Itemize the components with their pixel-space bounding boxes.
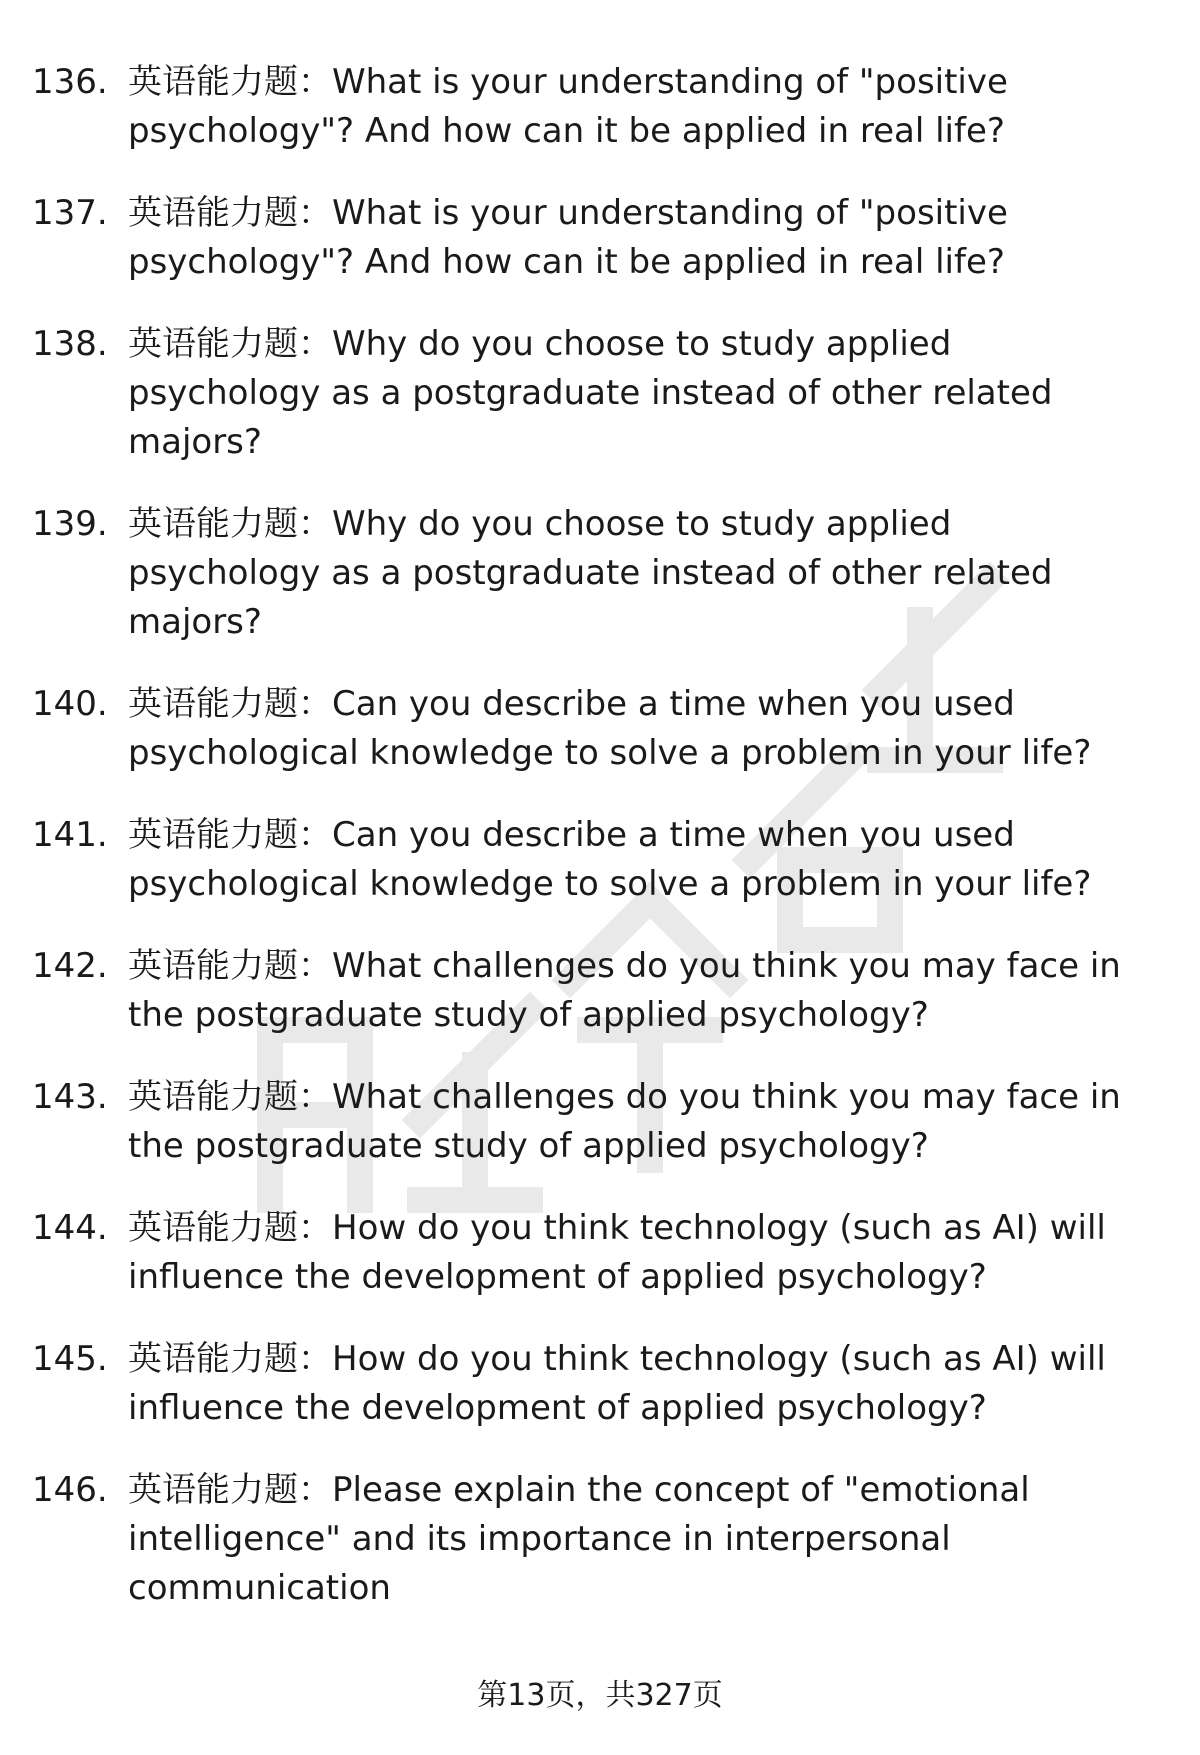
question-number: 140. bbox=[32, 684, 108, 724]
question-number: 141. bbox=[32, 815, 108, 855]
question-tag: 英语能力题： bbox=[128, 324, 332, 364]
question-tag: 英语能力题： bbox=[128, 193, 332, 233]
question-tag: 英语能力题： bbox=[128, 1077, 332, 1117]
question-item bbox=[0, 1204, 1200, 1302]
question-item bbox=[0, 500, 1200, 647]
question-text: How do you think technology (such as AI) will influence the development of applied psychology? bbox=[128, 1208, 1106, 1297]
question-item bbox=[0, 1466, 1200, 1613]
question-tag: 英语能力题： bbox=[128, 946, 332, 986]
question-text: What is your understanding of "positive psychology"? And how can it be applied in real life? bbox=[128, 62, 1008, 151]
question-number: 142. bbox=[32, 946, 108, 986]
question-tag: 英语能力题： bbox=[128, 815, 332, 855]
question-number: 144. bbox=[32, 1208, 108, 1248]
question-text: Can you describe a time when you used psychological knowledge to solve a problem in your life? bbox=[128, 684, 1092, 773]
question-item bbox=[0, 942, 1200, 1040]
question-item bbox=[0, 1335, 1200, 1433]
question-text: Why do you choose to study applied psychology as a postgraduate instead of other related majors? bbox=[128, 504, 1053, 642]
question-number: 146. bbox=[32, 1470, 108, 1510]
question-item bbox=[0, 58, 1200, 156]
question-number: 139. bbox=[32, 504, 108, 544]
question-item bbox=[0, 680, 1200, 778]
question-item bbox=[0, 320, 1200, 467]
page-number-label: 第13页，共327页 bbox=[477, 1678, 723, 1713]
question-list bbox=[0, 58, 1200, 1646]
question-tag: 英语能力题： bbox=[128, 504, 332, 544]
question-tag: 英语能力题： bbox=[128, 62, 332, 102]
question-item bbox=[0, 811, 1200, 909]
question-item bbox=[0, 189, 1200, 287]
question-number: 137. bbox=[32, 193, 108, 233]
question-tag: 英语能力题： bbox=[128, 1470, 332, 1510]
question-text: What challenges do you think you may face in the postgraduate study of applied psychology? bbox=[128, 946, 1121, 1035]
question-tag: 英语能力题： bbox=[128, 1339, 332, 1379]
question-text: What challenges do you think you may face in the postgraduate study of applied psychology? bbox=[128, 1077, 1121, 1166]
question-text: Why do you choose to study applied psychology as a postgraduate instead of other related majors? bbox=[128, 324, 1053, 462]
question-number: 145. bbox=[32, 1339, 108, 1379]
question-text: Please explain the concept of "emotional intelligence" and its importance in interpersonal communication bbox=[128, 1470, 1030, 1608]
question-number: 136. bbox=[32, 62, 108, 102]
question-text: What is your understanding of "positive psychology"? And how can it be applied in real life? bbox=[128, 193, 1008, 282]
question-number: 138. bbox=[32, 324, 108, 364]
question-text: Can you describe a time when you used psychological knowledge to solve a problem in your life? bbox=[128, 815, 1092, 904]
question-tag: 英语能力题： bbox=[128, 684, 332, 724]
question-item bbox=[0, 1073, 1200, 1171]
page-footer bbox=[0, 1676, 1200, 1716]
question-text: How do you think technology (such as AI) will influence the development of applied psychology? bbox=[128, 1339, 1106, 1428]
question-number: 143. bbox=[32, 1077, 108, 1117]
question-tag: 英语能力题： bbox=[128, 1208, 332, 1248]
